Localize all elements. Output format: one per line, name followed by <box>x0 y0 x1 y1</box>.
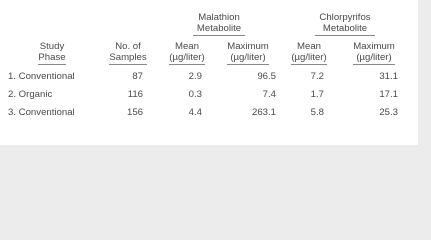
malathion-header-line1: Malathion <box>198 12 240 23</box>
phase-cell: 3. Conventional <box>8 106 75 118</box>
chlorpyrifos-mean-cell: 1.7 <box>310 88 325 100</box>
chlorpyrifos-max-cell: 25.3 <box>379 106 399 118</box>
samples-header-line2: Samples <box>109 52 147 63</box>
chlorpyrifos-max-header-line1: Maximum <box>353 41 395 52</box>
chlorpyrifos-mean-cell: 7.2 <box>310 70 325 82</box>
chlorpyrifos-mean-header-line1: Mean <box>297 41 321 52</box>
empty-cell <box>6 12 98 38</box>
samples-header <box>98 38 158 67</box>
phase-cell: 1. Conventional <box>8 70 75 82</box>
malathion-mean-header-line2: (µg/liter) <box>169 52 205 63</box>
phase-cell: 2. Organic <box>8 88 53 100</box>
table-row <box>6 103 410 121</box>
malathion-max-header <box>216 38 280 67</box>
malathion-mean-cell: 0.3 <box>188 88 202 100</box>
chlorpyrifos-header-line1: Chlorpyrifos <box>319 12 371 23</box>
chlorpyrifos-group-header <box>280 12 410 38</box>
samples-header-line1: No. of <box>115 41 141 52</box>
group-header-row <box>6 12 410 38</box>
column-header-row <box>6 38 410 67</box>
malathion-max-cell: 96.5 <box>257 70 277 82</box>
malathion-max-cell: 263.1 <box>252 106 277 118</box>
study-phase-header-line2: Phase <box>38 52 66 63</box>
malathion-max-header-line2: (µg/liter) <box>230 52 266 63</box>
metabolite-table <box>6 12 410 121</box>
malathion-max-header-line1: Maximum <box>227 41 269 52</box>
chlorpyrifos-max-header-line2: (µg/liter) <box>356 52 392 63</box>
malathion-group-header <box>158 12 280 38</box>
study-phase-header <box>6 38 98 67</box>
malathion-mean-cell: 4.4 <box>188 106 202 118</box>
samples-cell: 87 <box>132 70 143 82</box>
malathion-max-cell: 7.4 <box>262 88 277 100</box>
chlorpyrifos-header-line2: Metabolite <box>322 23 368 34</box>
table-row <box>6 67 410 85</box>
malathion-mean-header <box>158 38 216 67</box>
malathion-mean-header-line1: Mean <box>174 41 199 52</box>
chlorpyrifos-max-cell: 31.1 <box>379 70 399 82</box>
malathion-mean-cell: 2.9 <box>188 70 202 82</box>
chlorpyrifos-max-header <box>338 38 410 67</box>
samples-cell: 156 <box>126 106 143 118</box>
chlorpyrifos-mean-cell: 5.8 <box>310 106 325 118</box>
table-row <box>6 85 410 103</box>
study-phase-header-line1: Study <box>39 41 65 52</box>
chlorpyrifos-max-cell: 17.1 <box>379 88 399 100</box>
malathion-header-line2: Metabolite <box>196 23 242 34</box>
samples-cell: 116 <box>127 88 143 100</box>
empty-cell <box>98 12 158 38</box>
chlorpyrifos-mean-header-line2: (µg/liter) <box>291 52 327 63</box>
chlorpyrifos-mean-header <box>280 38 338 67</box>
